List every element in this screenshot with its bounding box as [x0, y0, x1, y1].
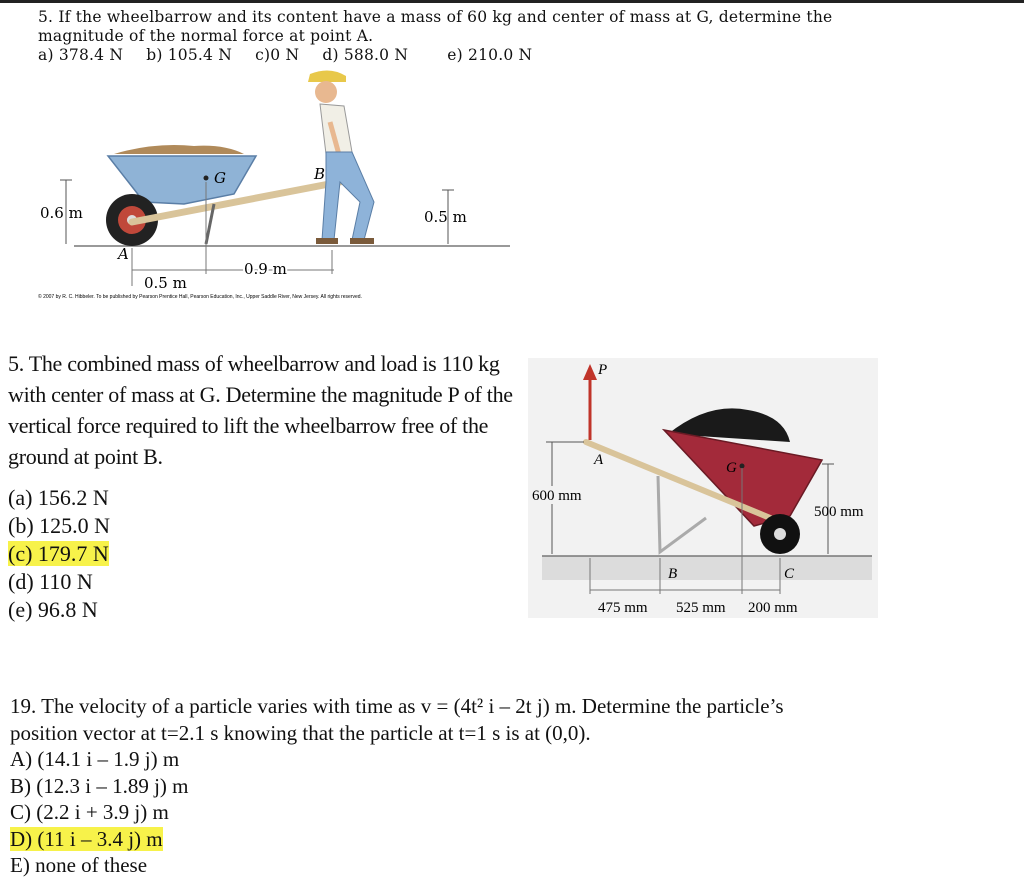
problem2-line3: vertical force required to lift the wheelbarrow free of the [8, 413, 489, 438]
top-border [0, 0, 1024, 3]
center-of-mass-point [204, 176, 209, 181]
problem1-option-b: b) 105.4 N [146, 46, 232, 64]
dim-525: 525 mm [676, 600, 726, 616]
problem3-option-d-highlighted: D) (11 i – 3.4 j) m [10, 826, 163, 851]
ground-band [542, 556, 872, 580]
hard-hat [308, 70, 346, 82]
label-a: A [594, 452, 604, 468]
problem2-option-c-highlighted: (c) 179.7 N [8, 541, 109, 566]
dim-600: 600 mm [532, 488, 582, 504]
dim-500: 500 mm [814, 504, 864, 520]
jeans [322, 152, 374, 240]
label-g: G [726, 460, 737, 476]
label-p: P [598, 362, 608, 378]
label-b: B [314, 165, 326, 183]
problem3-line2: position vector at t=2.1 s knowing that the particle at t=1 s is at (0,0). [10, 720, 591, 745]
dim-200: 200 mm [748, 600, 798, 616]
load-dirt [114, 145, 244, 154]
problem1-option-a: a) 378.4 N [38, 46, 124, 64]
dim-left-height: 0.6 m [40, 204, 83, 222]
dim-bottom-left: 0.5 m [144, 274, 187, 292]
problem1-option-c: c)0 N [255, 46, 300, 64]
problem2-options [8, 484, 110, 624]
problem3-option-e: E) none of these [10, 853, 148, 877]
problem2-option-e: (e) 96.8 N [8, 597, 98, 622]
dim-right-height: 0.5 m [424, 208, 467, 226]
problem3-option-b: B) (12.3 i – 1.89 j) m [10, 773, 189, 798]
problem3-text [10, 693, 784, 879]
label-g: G [214, 169, 226, 187]
problem1-text [38, 8, 832, 65]
problem1-line2: magnitude of the normal force at point A. [38, 27, 374, 45]
wheel-hub [774, 528, 786, 540]
dim-475: 475 mm [598, 600, 648, 616]
label-a: A [118, 245, 129, 263]
problem3-option-a: A) (14.1 i – 1.9 j) m [10, 747, 180, 771]
problem3-option-c: C) (2.2 i + 3.9 j) m [10, 800, 169, 824]
wheelbarrow-figure-1 [34, 62, 514, 302]
problem2-line1: 5. The combined mass of wheelbarrow and load is 110 kg [8, 351, 500, 376]
head [315, 81, 337, 103]
problem2-option-b: (b) 125.0 N [8, 513, 111, 538]
copyright-notice: © 2007 by R. C. Hibbeler. To be published by Pearson Prentice Hall, Pearson Education, Inc., Upper Saddle River, New Jersey. All rights reserved. [38, 294, 362, 300]
problem1-option-e: e) 210.0 N [447, 46, 533, 64]
problem3-line1: 19. The velocity of a particle varies with time as v = (4t² i – 2t j) m. Determine the particle’s [10, 694, 784, 718]
wheelbarrow-figure-2 [528, 358, 878, 618]
center-of-mass-point [740, 464, 745, 469]
label-c: C [784, 566, 795, 582]
problem1-option-d: d) 588.0 N [322, 46, 409, 64]
problem2-line2: with center of mass at G. Determine the magnitude P of the [8, 382, 513, 407]
problem2-line4: ground at point B. [8, 444, 163, 469]
problem2-option-a: (a) 156.2 N [8, 485, 109, 510]
problem2-option-d: (d) 110 N [8, 569, 93, 594]
problem1-line1: 5. If the wheelbarrow and its content have a mass of 60 kg and center of mass at G, determine the [38, 8, 833, 26]
problem2-text [8, 348, 518, 472]
label-b: B [668, 566, 678, 582]
dim-bottom-right: 0.9 m [244, 260, 287, 278]
